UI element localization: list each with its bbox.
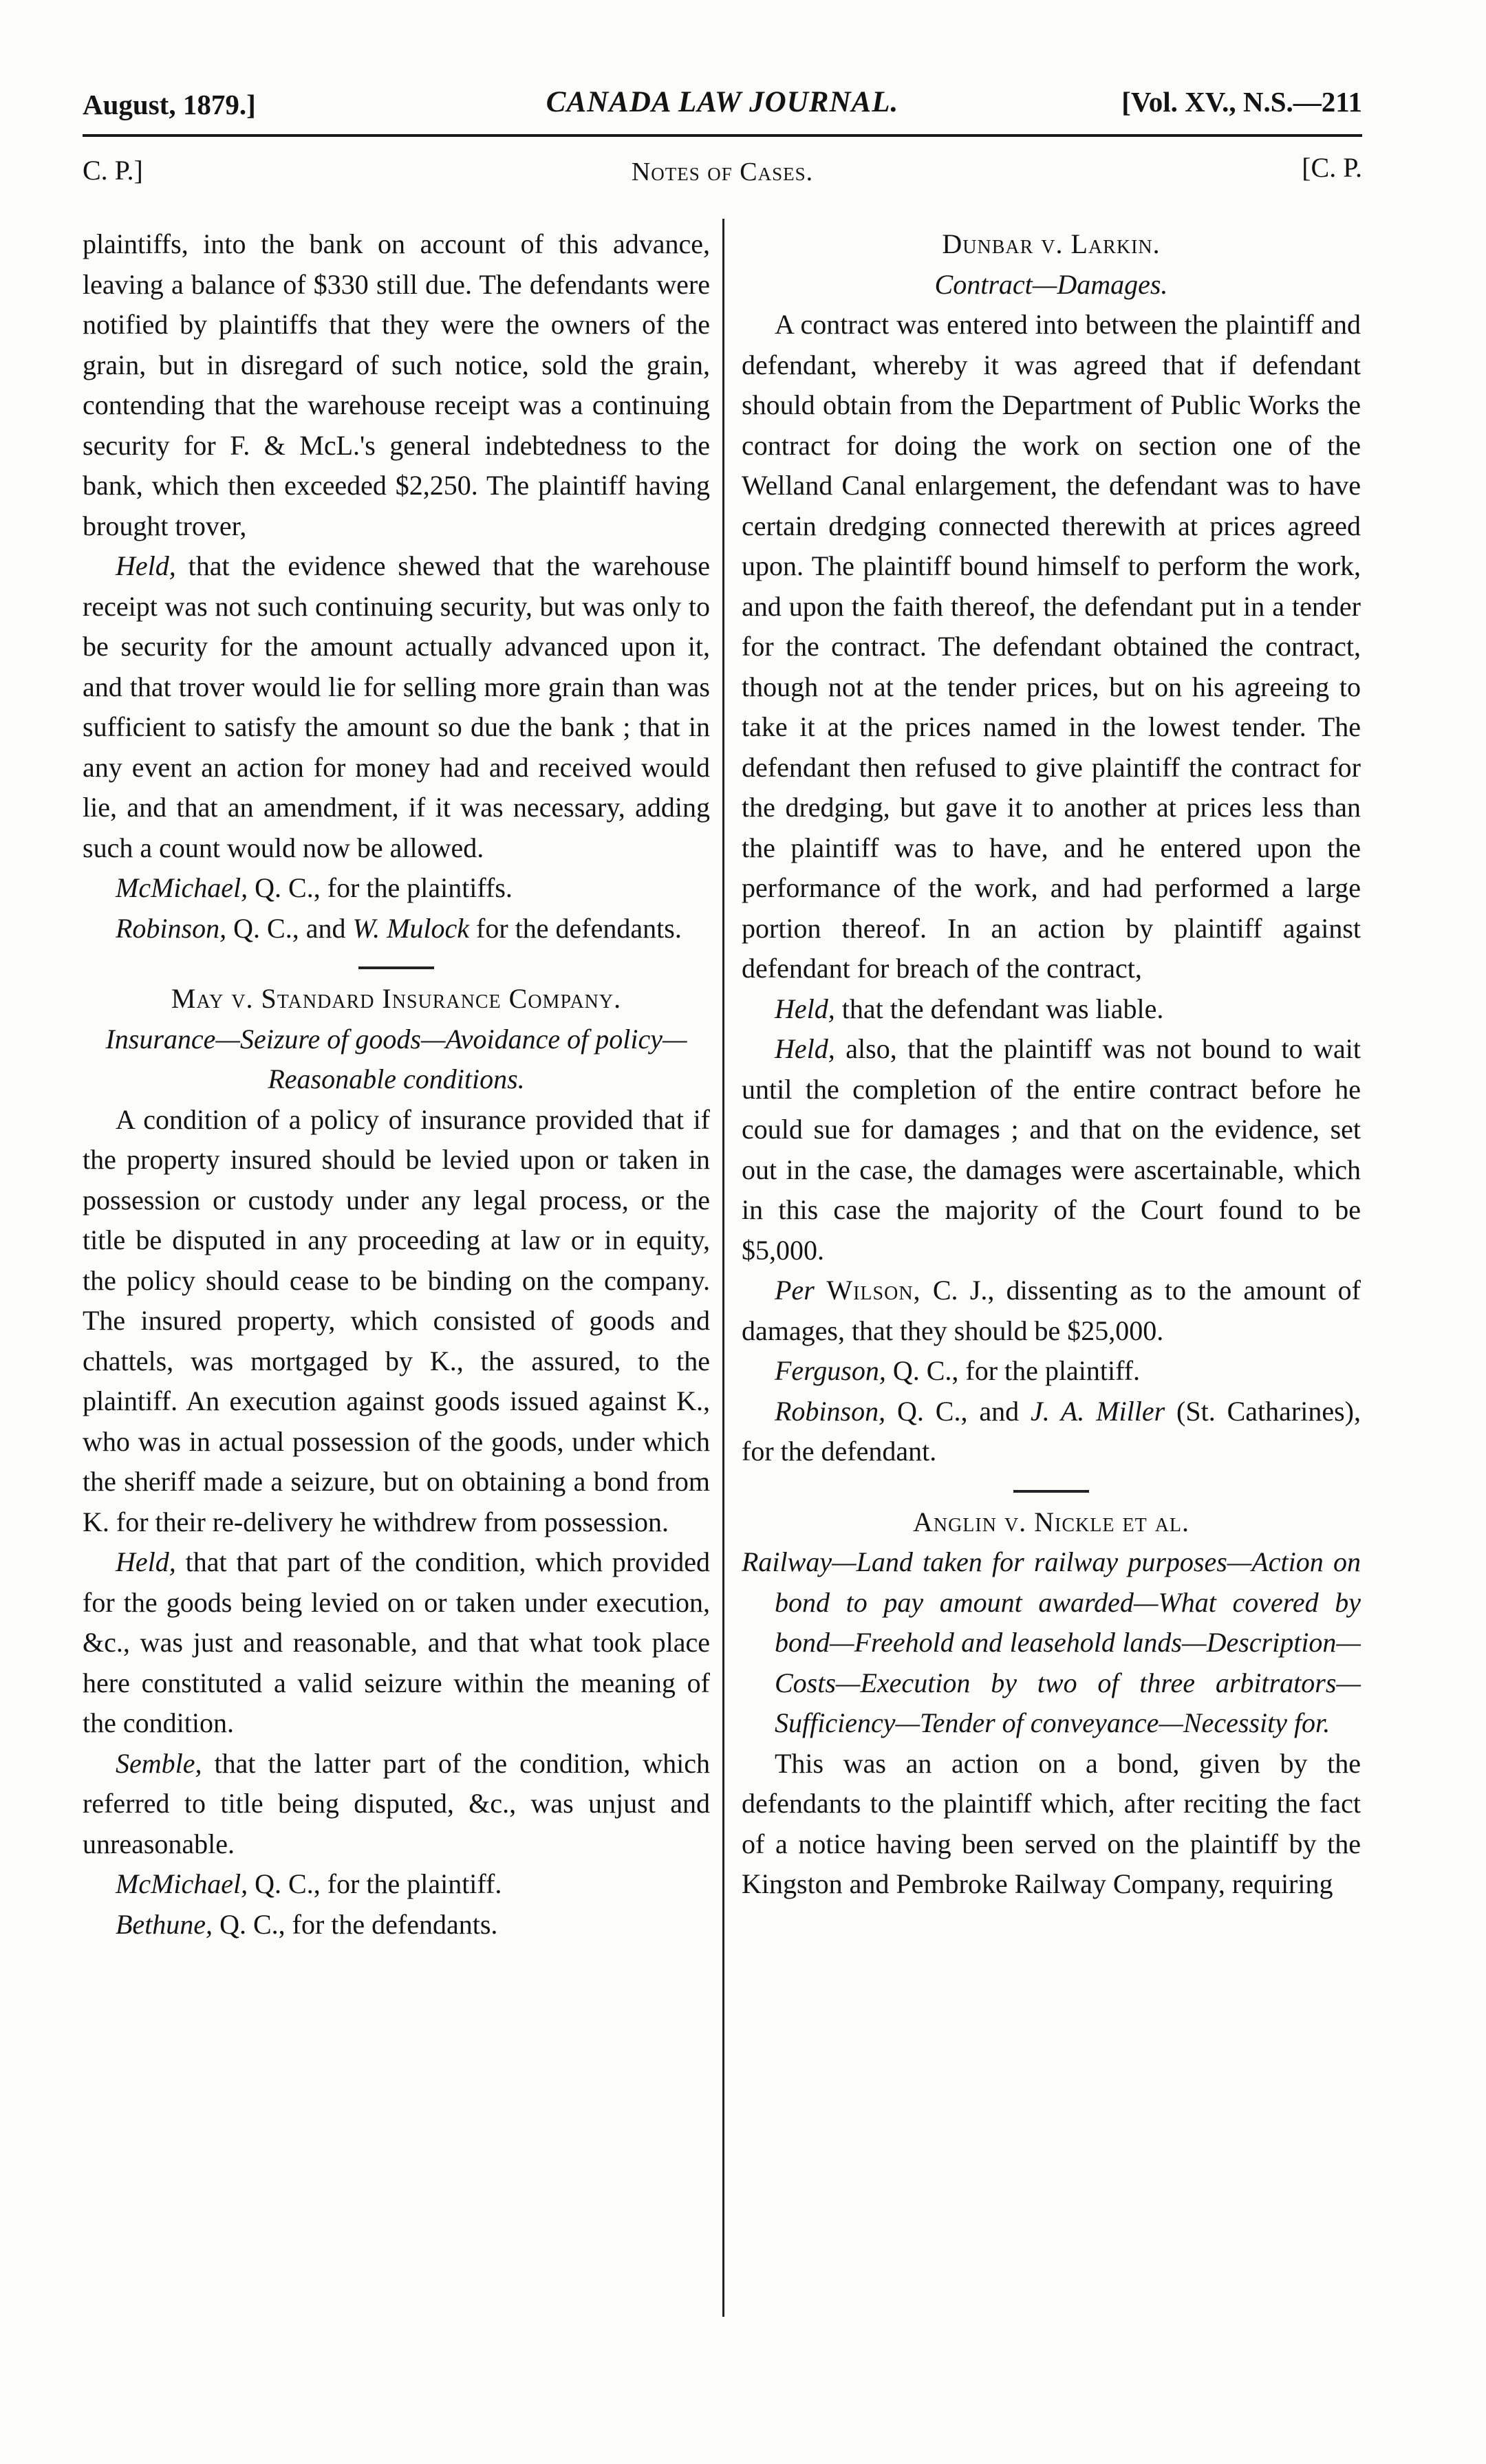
running-head	[83, 81, 1362, 129]
case-facts: A contract was entered into between the plaintiff and defendant, whereby it was agreed that if defendant should obtain from the Department of Public Works the contract for doing the work on section one of the Welland Canal enlargement, the defendant was to have certain dredging connected therewith at prices agreed upon. The plaintiff bound himself to perform the work, and upon the faith thereof, the defendant put in a tender for the contract. The defendant obtained the contract, though not at the tender prices, but on his agreeing to take it at the prices named in the lowest tender. The defendant then refused to give plaintiff the contract for the dredging, but gave it to another at prices less than the plaintiff was to have, and he entered upon the performance of the work, and had performed a large portion thereof. In an action by plaintiff against defendant for breach of the contract,	[742, 309, 1361, 984]
case-heading	[83, 979, 710, 1019]
counsel-role: Q. C., for the plaintiff.	[248, 1868, 502, 1899]
case-subtitle: Contract—Damages.	[934, 268, 1168, 300]
court-right: [C. P.	[1302, 152, 1362, 183]
counsel-role: Q. C., for the defendants.	[213, 1908, 498, 1940]
counsel-line	[83, 909, 710, 949]
issue-date: August, 1879.]	[83, 89, 256, 120]
semble-paragraph	[83, 1744, 710, 1865]
held-label: Held,	[775, 1033, 835, 1064]
section-title: Notes of Cases.	[631, 158, 814, 186]
counsel-name: Robinson,	[116, 912, 227, 944]
dissent-text: C. J., dissenting as to the amount of damages, that they should be $25,000.	[742, 1275, 1361, 1346]
case-heading	[742, 1502, 1361, 1543]
held-text: that the defendant was liable.	[834, 993, 1164, 1024]
court-left: C. P.]	[83, 155, 143, 186]
case-title: May v. Standard Insurance Company.	[171, 983, 622, 1014]
held-label: Held,	[116, 1546, 176, 1577]
counsel-role: (St. Catharines), for the defendant.	[742, 1395, 1361, 1467]
counsel-line	[742, 1392, 1361, 1472]
holding-paragraph	[742, 989, 1361, 1030]
case-facts: This was an action on a bond, given by the defendants to the plaintiff which, after reciting the fact of a notice having been served on the plaintiff by the Kingston and Pembroke Railway Company, requiring	[742, 1747, 1361, 1899]
counsel-name: McMichael,	[116, 1868, 248, 1899]
case-subtitle: Insurance—Seizure of goods—Avoidance of policy—Reasonable conditions.	[105, 1023, 687, 1094]
case-title: Dunbar v. Larkin.	[942, 228, 1161, 259]
counsel-name: W. Mulock	[352, 912, 470, 944]
counsel-role: Q. C., for the plaintiffs.	[248, 872, 513, 903]
counsel-role: Q. C., for the plaintiff.	[885, 1355, 1141, 1386]
case-heading	[742, 224, 1361, 265]
volume-page: [Vol. XV., N.S.—211	[1121, 86, 1362, 118]
case-subject	[742, 265, 1361, 305]
held-text: that the evidence shewed that the warehouse receipt was not such continuing security, but was only to be security for the amount actually advanced upon it, and that trover would lie for selling more grain than was sufficient to satisfy the amount so due the bank ; that in any event an action for money had and received would lie, and that an amendment, if it was necessary, adding such a count would now be allowed.	[83, 550, 710, 863]
counsel-line	[83, 868, 710, 909]
counsel-name: Bethune,	[116, 1908, 213, 1940]
held-label: Held,	[775, 993, 835, 1024]
held-text: also, that the plaintiff was not bound to wait until the completion of the entire contract before he could sue for damages ; and that on the evidence, set out in the case, the damages were ascertainable, which in this case the majority of the Court found to be $5,000.	[742, 1033, 1361, 1266]
right-column	[742, 224, 1361, 1905]
case-subtitle: Railway—Land taken for railway purposes—Action on bond to pay amount awarded—What covered by bond—Freehold and leasehold lands—Description—Costs—Execution by two of three arbitrators—Sufficiency—Tender of conveyance—Necessity for.	[742, 1546, 1361, 1738]
counsel-line	[83, 1905, 710, 1945]
dissent-paragraph	[742, 1271, 1361, 1351]
holding-paragraph	[83, 1542, 710, 1744]
section-head	[83, 149, 1362, 190]
held-text: that that part of the condition, which provided for the goods being levied on or taken under execution, &c., was just and reasonable, and that what took place here constituted a valid seizure within the meaning of the condition.	[83, 1546, 710, 1738]
counsel-line	[742, 1351, 1361, 1392]
holding-paragraph	[742, 1029, 1361, 1271]
counsel-connector: Q. C., and	[226, 912, 353, 944]
counsel-name: Ferguson,	[775, 1355, 886, 1386]
column-divider	[722, 219, 724, 2317]
counsel-name: McMichael,	[116, 872, 248, 903]
counsel-role: for the defendants.	[469, 912, 682, 944]
counsel-line	[83, 1864, 710, 1905]
journal-title: CANADA LAW JOURNAL.	[546, 86, 899, 118]
judge-name: Wilson,	[814, 1275, 921, 1306]
case-title: Anglin v. Nickle et al.	[912, 1506, 1190, 1537]
case-continuation-text: plaintiffs, into the bank on account of this advance, leaving a balance of $330 still due. The defendants were notified by plaintiffs that they were the owners of the grain, but in disregard of such notice, sold the grain, contending that the warehouse receipt was a continuing security for F. & McL.'s general indebtedness to the bank, which then exceeded $2,250. The plaintiff having brought trover,	[83, 228, 710, 541]
counsel-name: J. A. Miller	[1030, 1395, 1165, 1427]
left-column	[83, 224, 710, 1945]
counsel-name: Robinson,	[775, 1395, 886, 1427]
header-rule	[83, 134, 1362, 137]
semble-label: Semble,	[116, 1747, 202, 1779]
case-separator	[358, 966, 434, 969]
semble-text: that the latter part of the condition, which referred to title being disputed, &c., was unjust and unreasonable.	[83, 1747, 710, 1859]
holding-paragraph	[83, 546, 710, 868]
per-label: Per	[775, 1275, 815, 1306]
case-separator	[1013, 1490, 1089, 1493]
case-subject	[83, 1019, 710, 1100]
held-label: Held,	[116, 550, 176, 581]
case-facts: A condition of a policy of insurance provided that if the property insured should be levied upon or taken in possession or custody under any legal process, or the title be disputed in any proceeding at law or in equity, the policy should cease to be binding on the company. The insured property, which consisted of goods and chattels, was mortgaged by K., the assured, to the plaintiff. An execution against goods issued against K., who was in actual possession of the goods, under which the sheriff made a seizure, but on obtaining a bond from K. for their re-delivery he withdrew from possession.	[83, 1103, 710, 1537]
counsel-connector: Q. C., and	[885, 1395, 1031, 1427]
